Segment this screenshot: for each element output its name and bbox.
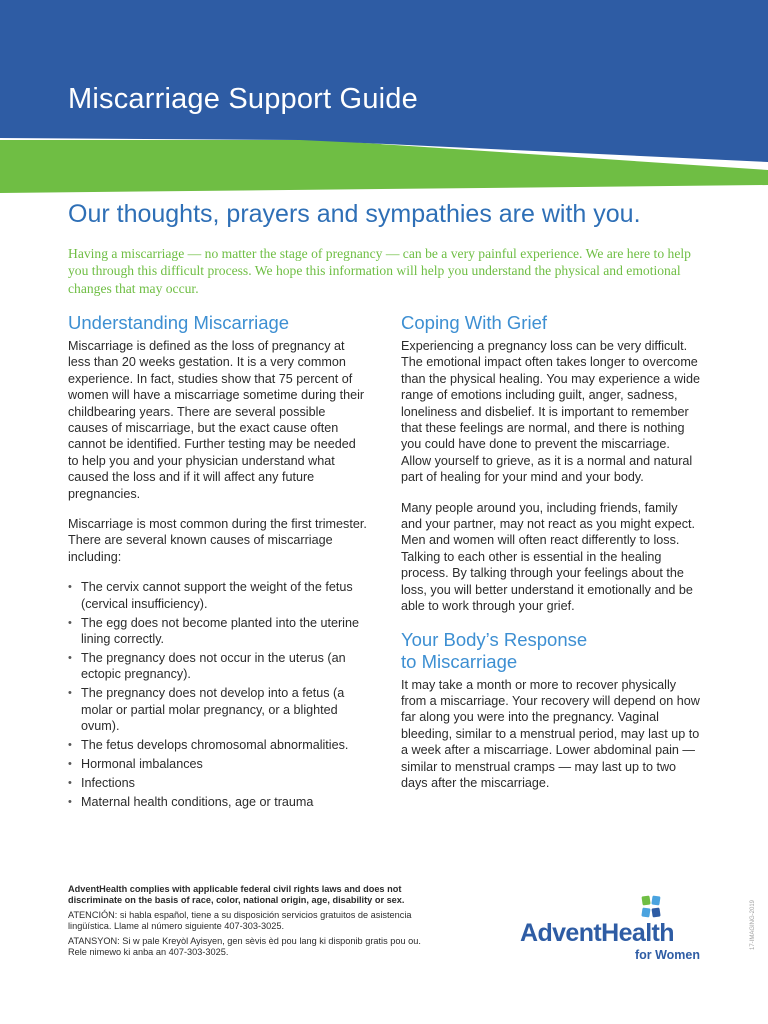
body-response-heading-line-2: to Miscarriage bbox=[401, 650, 518, 672]
footer-notice bbox=[68, 884, 423, 961]
list-item bbox=[68, 615, 368, 648]
understanding-paragraph-2: Miscarriage is most common during the first trimester. There are several known causes of miscarriage including: bbox=[68, 517, 367, 564]
spanish-notice: ATENCIÓN: si habla español, tiene a su disposición servicios gratuitos de asistencia lingüística. Llame al número siguiente 407-303-3025. bbox=[68, 909, 412, 932]
bullet-icon: • bbox=[68, 738, 72, 751]
causes-list bbox=[68, 579, 368, 810]
bullet-icon: • bbox=[68, 651, 72, 664]
list-item-text: The pregnancy does not occur in the uterus (an ectopic pregnancy). bbox=[81, 650, 346, 682]
list-item-text: Maternal health conditions, age or trauma bbox=[81, 794, 314, 809]
adventhealth-logo bbox=[520, 894, 710, 964]
left-column bbox=[68, 312, 368, 813]
side-code: 17-IMAGING-2019 bbox=[750, 899, 756, 950]
four-petal-logo-icon bbox=[638, 894, 664, 920]
list-item-text: The fetus develops chromosomal abnormalities. bbox=[81, 737, 349, 752]
bullet-icon: • bbox=[68, 616, 72, 629]
logo-name: AdventHealth bbox=[520, 919, 674, 947]
list-item bbox=[68, 794, 368, 810]
list-item bbox=[68, 685, 368, 734]
logo-subtitle: for Women bbox=[634, 948, 700, 962]
list-item-text: The egg does not become planted into the uterine lining correctly. bbox=[81, 615, 359, 646]
intro-text: Having a miscarriage — no matter the stage of pregnancy — can be a very painful experience. We are here to help you through this difficult process. We hope this information will help you understand the physical and emotional changes that may occur. bbox=[68, 246, 691, 296]
bullet-icon: • bbox=[68, 687, 72, 700]
grief-paragraph-2: Many people around you, including friends, family and your partner, may not react as you might expect. Men and women will often react differently to loss. Talking to each other is essential in the healing process. By talking through your feelings about the loss, you will better understand it emotionally and be able to work through your grief. bbox=[401, 500, 696, 614]
bullet-icon: • bbox=[68, 776, 72, 789]
header-banner bbox=[0, 0, 768, 196]
list-item bbox=[68, 756, 368, 772]
bullet-icon: • bbox=[68, 757, 72, 770]
list-item-text: Hormonal imbalances bbox=[81, 756, 203, 771]
right-column bbox=[401, 312, 701, 805]
list-item-text: The cervix cannot support the weight of the fetus (cervical insufficiency). bbox=[81, 580, 353, 611]
list-item-text: Infections bbox=[81, 775, 135, 790]
list-item bbox=[68, 775, 368, 791]
list-item bbox=[68, 737, 368, 753]
list-item bbox=[68, 579, 368, 612]
page-subtitle: Our thoughts, prayers and sympathies are with you. bbox=[68, 200, 641, 228]
understanding-heading: Understanding Miscarriage bbox=[68, 312, 290, 333]
creole-notice: ATANSYON: Si w pale Kreyòl Ayisyen, gen sèvis èd pou lang ki disponib gratis pou ou. Rele nimewo ki anba an 407-303-3025. bbox=[68, 935, 421, 958]
understanding-paragraph-1: Miscarriage is defined as the loss of pregnancy at less than 20 weeks gestation. It is a very common experience. In fact, studies show that 75 percent of women will have a miscarriage sometime during their childbearing years. There are several possible causes of miscarriage, but the exact cause often cannot be identified. Further testing may be needed to help you and your physician understand what caused the loss and if it will affect any future pregnancies. bbox=[68, 339, 365, 501]
grief-heading: Coping With Grief bbox=[401, 312, 547, 333]
nondiscrimination-notice: AdventHealth complies with applicable federal civil rights laws and does not discriminate on the basis of race, color, national origin, age, disability or sex. bbox=[68, 884, 405, 906]
body-response-paragraph: It may take a month or more to recover physically from a miscarriage. Your recovery will depend on how far along you were into the pregnancy. Vaginal bleeding, similar to a menstrual period, may last up to a week after a miscarriage. Lower abdominal pain — similar to menstrual cramps — may last up to two days after the miscarriage. bbox=[401, 677, 700, 790]
bullet-icon: • bbox=[68, 795, 72, 808]
grief-paragraph-1: Experiencing a pregnancy loss can be very difficult. The emotional impact often takes longer to overcome than the physical healing. You may experience a wide range of emotions including guilt, anger, sadness, loneliness and disbelief. It is important to remember that these feelings are normal, and there is nothing you could have done to prevent the miscarriage. Allow yourself to grieve, as it is a normal and natural part of healing for your mind and your body. bbox=[401, 339, 700, 485]
body-response-heading bbox=[401, 629, 701, 673]
body-response-heading-line-1: Your Body’s Response bbox=[401, 628, 588, 650]
page-title: Miscarriage Support Guide bbox=[68, 83, 418, 115]
bullet-icon: • bbox=[68, 581, 72, 594]
list-item bbox=[68, 650, 368, 683]
list-item-text: The pregnancy does not develop into a fetus (a molar or partial molar pregnancy, or a blighted ovum). bbox=[81, 686, 345, 734]
